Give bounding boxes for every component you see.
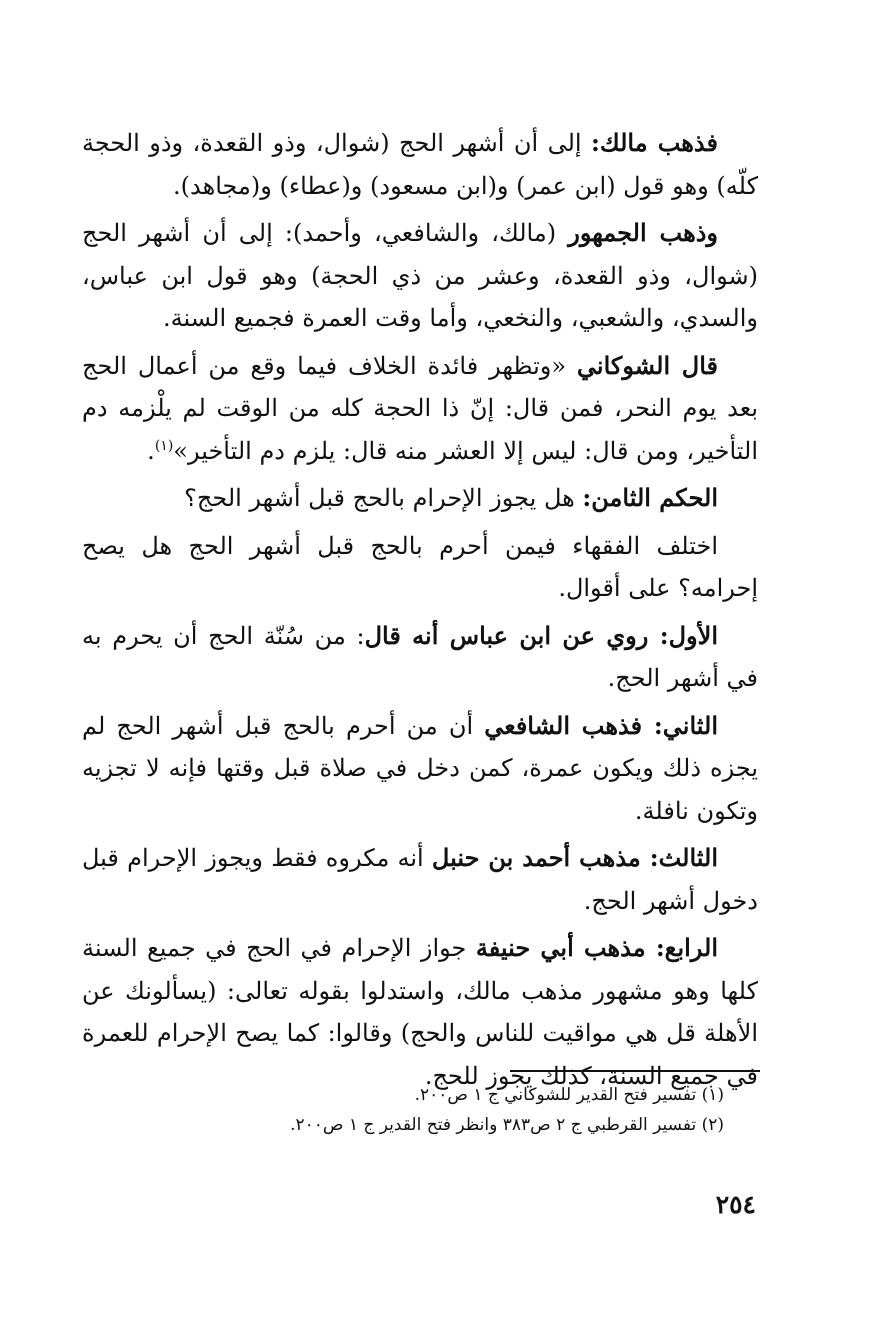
main-text [82,122,758,1102]
paragraph-lead: وذهب الجمهور [568,218,718,247]
paragraph-lead: الثاني: [653,710,718,740]
footnote-reference: (١) [154,437,174,454]
paragraph-text: أنه مكروه فقط ويجوز الإحرام قبل دخول أشهر الحج. [82,844,758,915]
paragraph-text: «وتظهر فائدة الخلاف فيما وقع من أعمال الحج بعد يوم النحر، فمن قال: إنّ ذا الحجة كله من الوقت لم يلْزمه دم التأخير، ومن قال: ليس إلا العشر منه قال: يلزم دم التأخير» [82,351,759,465]
paragraph-text: : من سُنّة الحج أن يحرم به في أشهر الحج. [82,621,758,692]
paragraph-lead: الرابع: [655,933,719,962]
paragraph-lead: فذهب مالك: [591,128,719,157]
paragraph-highlight: روي عن ابن عباس أنه قال [364,620,660,650]
paragraph-third-opinion [82,837,758,922]
paragraph-text: جواز الإحرام في الحج في جميع السنة كلها وهو مشهور مذهب مالك، واستدلوا بقوله تعالى: (يسألونك عن الأهلة قل هي مواقيت للناس والحج) وقالوا: كما يصح الإحرام للعمرة في جميع السنة، كذلك يجوز للحج. [82,934,758,1090]
paragraph-text: اختلف الفقهاء فيمن أحرم بالحج قبل أشهر الحج هل يصح إحرامه؟ على أقوال. [82,531,758,602]
footnotes [200,1080,724,1140]
paragraph-ruling-eight [82,477,758,520]
page-number: ٢٥٤ [715,1190,756,1219]
paragraph-tail: . [147,436,155,465]
paragraph-lead: الثالث: [649,843,718,872]
paragraph-lead: الحكم الثامن: [582,483,718,512]
paragraph-second-opinion [82,705,758,833]
paragraph-text: (مالك، والشافعي، وأحمد): إلى أن أشهر الحج (شوال، وذو القعدة، وعشر من ذي الحجة) وهو قول ابن عباس، والسدي، والشعبي، والنخعي، وأما وقت العمرة فجميع السنة. [82,219,758,332]
paragraph-text: إلى أن أشهر الحج (شوال، وذو القعدة، وذو الحجة كلّه) وهو قول (ابن عمر) و(ابن مسعود) و(عطاء) و(مجاهد). [82,129,758,200]
paragraph-lead: قال الشوكاني [576,350,718,380]
paragraph-lead: الأول: [659,620,718,650]
footnote-2: (٢) تفسير القرطبي ج ٢ ص٣٨٣ وانظر فتح القدير ج ١ ص٢٠٠. [290,1115,724,1135]
paragraph-disagreement [82,525,758,610]
paragraph-shawkani [82,345,758,473]
paragraph-highlight: مذهب أبي حنيفة [475,933,656,962]
footnote-separator [510,1070,760,1072]
paragraph-malik [82,122,758,207]
paragraph-first-opinion [82,615,758,700]
paragraph-text: هل يجوز الإحرام بالحج قبل أشهر الحج؟ [184,484,583,512]
paragraph-text: أن من أحرم بالحج قبل أشهر الحج لم يجزه ذلك ويكون عمرة، كمن دخل في صلاة قبل وقتها فإنه لا تجزيه وتكون نافلة. [82,711,758,825]
paragraph-highlight: فذهب الشافعي [484,710,654,740]
paragraph-highlight: مذهب أحمد بن حنبل [431,843,650,872]
paragraph-jumhur [82,212,758,340]
footnote-1: (١) تفسير فتح القدير للشوكاني ج ١ ص٢٠٠. [414,1085,724,1105]
